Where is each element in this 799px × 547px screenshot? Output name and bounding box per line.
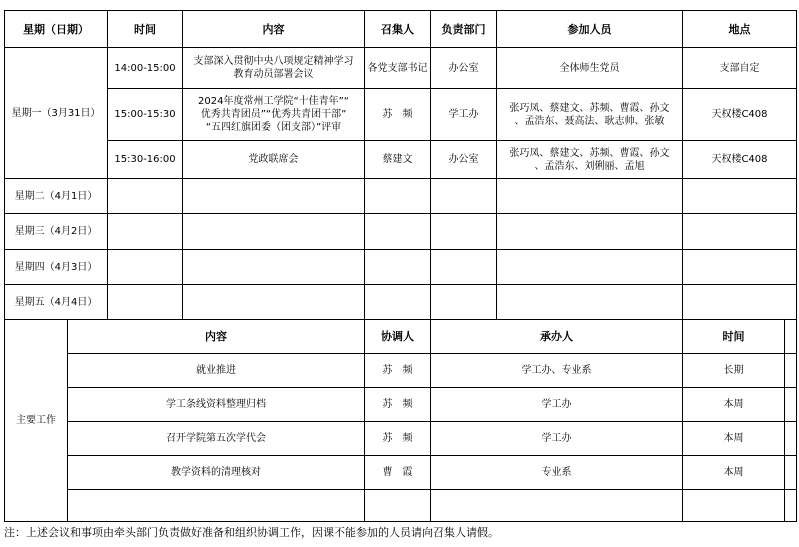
content-line: 2024年度常州工学院“十佳青年”“ xyxy=(198,96,349,107)
meeting-row xyxy=(5,48,797,89)
meeting-time: 15:30-16:00 xyxy=(108,141,183,179)
work-coordinator: 苏 频 xyxy=(365,354,431,388)
content-line: “五四红旗团委（团支部）”评审 xyxy=(205,122,342,133)
meeting-convener: 各党支部书记 xyxy=(365,48,431,89)
meeting-convener: 苏 频 xyxy=(365,89,431,141)
footnote: 注：上述会议和事项由牵头部门负责做好准备和组织协调工作，因课不能参加的人员请向召集人请假。 xyxy=(4,526,499,539)
work-coordinator: 苏 频 xyxy=(365,422,431,456)
work-content: 教学资料的清理核对 xyxy=(68,456,365,490)
work-content: 学工条线资料整理归档 xyxy=(68,388,365,422)
meeting-dept: 办公室 xyxy=(431,141,497,179)
work-handler: 学工办 xyxy=(431,422,683,456)
meeting-location: 天权楼C408 xyxy=(683,141,797,179)
work-header-coordinator: 协调人 xyxy=(365,320,431,354)
content-line: 教育动员部署会议 xyxy=(233,69,314,80)
participants-line: 、孟浩东、刘俐丽、孟旭 xyxy=(534,160,645,172)
participants-line: 张巧凤、蔡建文、苏频、曹霞、孙文 xyxy=(509,147,670,159)
work-time: 本周 xyxy=(683,388,785,422)
meeting-dept: 办公室 xyxy=(431,48,497,89)
header-dept: 负责部门 xyxy=(431,11,497,48)
day-thursday: 星期四（4月3日） xyxy=(5,250,108,285)
meeting-row xyxy=(5,141,797,179)
header-content: 内容 xyxy=(183,11,365,48)
work-row xyxy=(5,354,797,388)
participants-line: 全体师生党员 xyxy=(559,62,620,74)
work-content: 就业推进 xyxy=(68,354,365,388)
day-row xyxy=(5,285,797,320)
header-participants: 参加人员 xyxy=(497,11,683,48)
work-row-empty xyxy=(5,490,797,522)
header-location: 地点 xyxy=(683,11,797,48)
work-handler: 专业系 xyxy=(431,456,683,490)
meeting-convener: 蔡建文 xyxy=(365,141,431,179)
work-row xyxy=(5,388,797,422)
meeting-participants xyxy=(497,48,683,89)
meeting-content xyxy=(183,48,365,89)
work-time: 本周 xyxy=(683,422,785,456)
day-tuesday: 星期二（4月1日） xyxy=(5,179,108,214)
header-convener: 召集人 xyxy=(365,11,431,48)
participants-line: 、孟浩东、聂高法、耿志帅、张敏 xyxy=(514,115,665,127)
day-row xyxy=(5,179,797,214)
work-coordinator: 曹 霞 xyxy=(365,456,431,490)
work-header-content: 内容 xyxy=(68,320,365,354)
work-handler: 学工办 xyxy=(431,388,683,422)
schedule-table xyxy=(4,10,797,522)
work-handler: 学工办、专业系 xyxy=(431,354,683,388)
meeting-time: 14:00-15:00 xyxy=(108,48,183,89)
meeting-participants xyxy=(497,141,683,179)
work-header-row xyxy=(5,320,797,354)
header-row xyxy=(5,11,797,48)
day-row xyxy=(5,214,797,250)
work-row xyxy=(5,422,797,456)
meeting-participants xyxy=(497,89,683,141)
meeting-content xyxy=(183,89,365,141)
weekly-schedule xyxy=(4,10,796,522)
work-label: 主要工作 xyxy=(5,320,68,522)
content-line: 党政联席会 xyxy=(248,154,299,165)
work-time: 本周 xyxy=(683,456,785,490)
content-line: 支部深入贯彻中央八项规定精神学习 xyxy=(193,56,354,67)
work-header-handler: 承办人 xyxy=(431,320,683,354)
content-line: 优秀共青团员”“优秀共青团干部” xyxy=(200,109,347,120)
work-coordinator: 苏 频 xyxy=(365,388,431,422)
meeting-location: 天权楼C408 xyxy=(683,89,797,141)
day-friday: 星期五（4月4日） xyxy=(5,285,108,320)
meeting-row xyxy=(5,89,797,141)
work-header-time: 时间 xyxy=(683,320,785,354)
work-row xyxy=(5,456,797,490)
day-monday: 星期一（3月31日） xyxy=(5,48,108,179)
participants-line: 张巧凤、蔡建文、苏频、曹霞、孙文 xyxy=(509,102,670,114)
work-time: 长期 xyxy=(683,354,785,388)
meeting-content xyxy=(183,141,365,179)
meeting-time: 15:00-15:30 xyxy=(108,89,183,141)
meeting-dept: 学工办 xyxy=(431,89,497,141)
day-wednesday: 星期三（4月2日） xyxy=(5,214,108,250)
meeting-location: 支部自定 xyxy=(683,48,797,89)
work-content: 召开学院第五次学代会 xyxy=(68,422,365,456)
day-row xyxy=(5,250,797,285)
header-time: 时间 xyxy=(108,11,183,48)
header-day: 星期（日期） xyxy=(5,11,108,48)
